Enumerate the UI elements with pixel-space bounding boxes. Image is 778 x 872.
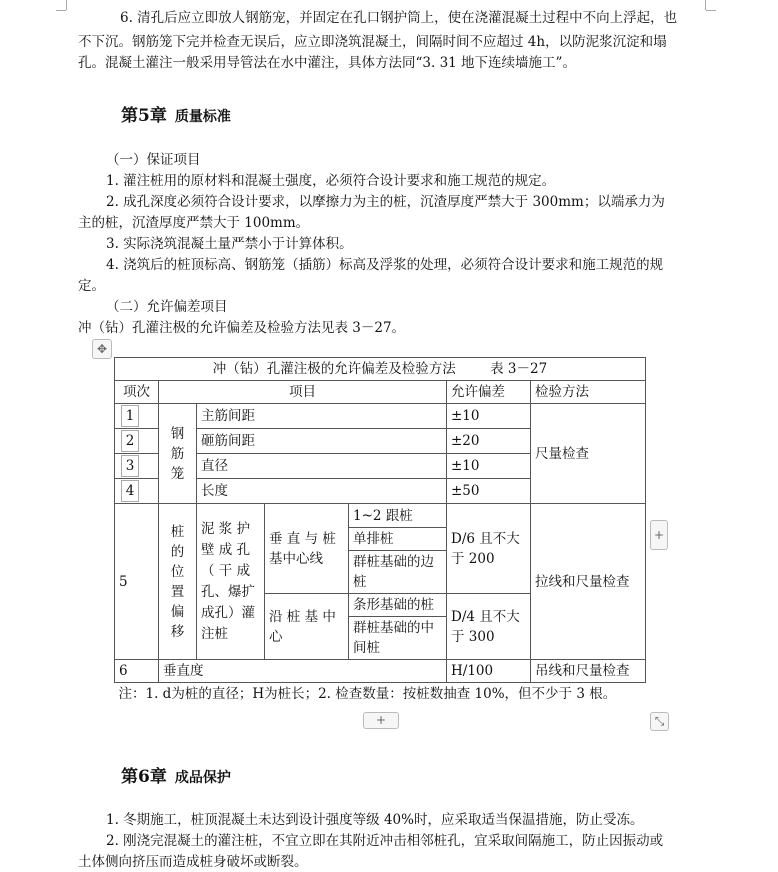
along-axis-label-line: 心	[269, 628, 283, 645]
para-4b: 定。	[78, 278, 105, 294]
row-5-no: 5	[115, 504, 159, 660]
perpendicular-label-cell	[265, 504, 349, 594]
row-6-method: 吊线和尺量检查	[531, 660, 646, 683]
intro-line-3: 孔。混凝土灌注一般采用导管法在水中灌注，具体方法同“3. 31 地下连续墙施工”。	[78, 55, 576, 71]
row-3-item: 直径	[197, 454, 447, 479]
row-1-item: 主筋间距	[197, 404, 447, 429]
pile-type-cell	[197, 504, 265, 660]
chapter-5-heading	[121, 101, 231, 126]
along-axis-label-line: 沿 桩 基 中	[269, 608, 336, 625]
table-note: 注：1. d为桩的直径；H为桩长；2. 检查数量：按桩数抽查 10%，但不少于 3 根。	[115, 683, 646, 706]
ch6-para-3: 土体侧向挤压而造成桩身破坏或断裂。	[78, 854, 308, 870]
row-2-item: 砸筋间距	[197, 429, 447, 454]
row-2-no: 2	[121, 430, 139, 452]
pile-type-line: 孔、爆扩	[201, 583, 255, 600]
row-3-no: 3	[121, 455, 139, 477]
section-guarantee: （一）保证项目	[106, 152, 201, 168]
pile-type-line: 壁 成 孔	[201, 541, 251, 558]
g2-item-1: 条形基础的桩	[349, 594, 447, 617]
para-3: 3. 实际浇筑混凝土量严禁小于计算体积。	[106, 236, 353, 252]
row-6-item: 垂直度	[159, 660, 447, 683]
para-2a: 2. 成孔深度必须符合设计要求，以摩擦力为主的桩，沉渣厚度严禁大于 300mm；以端承力为	[106, 194, 665, 210]
tolerance-table	[114, 357, 646, 705]
row-3-tol: ±10	[447, 454, 531, 479]
section-tolerance: （二）允许偏差项目	[106, 299, 228, 315]
header-tolerance: 允许偏差	[447, 381, 531, 404]
table-cell-no	[115, 479, 159, 504]
add-column-button[interactable]: +	[650, 520, 668, 550]
g1-item-1: 1~2 跟桩	[349, 504, 447, 528]
table-caption-cell	[115, 358, 646, 381]
row-4-tol: ±50	[447, 479, 531, 504]
row-5-method: 拉线和尺量检查	[531, 504, 646, 660]
g2-tolerance: D/4 且不大于 300	[447, 594, 531, 660]
position-label-cell	[159, 504, 197, 660]
table-cell-no	[115, 404, 159, 429]
g1-item-3: 群桩基础的边桩	[349, 551, 447, 594]
para-2b: 主的桩，沉渣厚度严禁大于 100mm。	[78, 215, 310, 231]
pile-type-line: 注桩	[201, 625, 228, 642]
row-6-tol: H/100	[447, 660, 531, 683]
header-no: 项次	[115, 381, 159, 404]
g1-tolerance: D/6 且不大于 200	[447, 504, 531, 594]
para-4a: 4. 浇筑后的桩顶标高、钢筋笼（插筋）标高及浮浆的处理，必须符合设计要求和施工规范的规	[106, 257, 664, 273]
table-cell-no	[115, 429, 159, 454]
g1-item-2: 单排桩	[349, 528, 447, 551]
chapter-5-title: 质量标准	[174, 109, 231, 125]
table-caption-number: 表 3－27	[490, 361, 548, 377]
chapter-6-title: 成品保护	[174, 770, 231, 786]
chapter-6-number: 第6章	[121, 767, 167, 787]
header-item: 项目	[159, 381, 447, 404]
along-axis-label-cell	[265, 594, 349, 660]
position-label-char: 置	[170, 583, 185, 600]
perpendicular-label-line: 基中心线	[269, 550, 323, 567]
crop-mark-top-left	[66, 0, 67, 10]
row-1-tol: ±10	[447, 404, 531, 429]
table-move-handle[interactable]: ✥	[92, 339, 112, 359]
cage-label-cell	[159, 404, 197, 504]
add-row-button[interactable]: +	[363, 712, 399, 729]
crop-mark-top-right-h	[706, 10, 716, 11]
g2-item-2: 群桩基础的中间桩	[349, 617, 447, 660]
crop-mark-top-right	[705, 0, 706, 10]
ch6-para-2: 2. 刚浇完混凝土的灌注桩，不宜立即在其附近冲击相邻桩孔，宜采取间隔施工，防止因振动或	[106, 833, 664, 849]
chapter-5-number: 第5章	[121, 106, 167, 126]
position-label-char: 移	[170, 623, 185, 640]
position-label-char: 偏	[170, 603, 185, 620]
table-reference: 冲（钻）孔灌注极的允许偏差及检验方法见表 3－27。	[78, 320, 406, 336]
table-caption: 冲（钻）孔灌注极的允许偏差及检验方法	[212, 361, 456, 377]
table-resize-handle[interactable]: ⤡	[650, 712, 669, 731]
position-label-char: 桩	[170, 523, 185, 540]
para-1: 1. 灌注桩用的原材料和混凝土强度，必须符合设计要求和施工规范的规定。	[106, 173, 556, 189]
intro-line-2: 不下沉。钢筋笼下完并检查无误后，应立即浇筑混凝土，间隔时间不应超过 4h，以防泥浆沉淀和塌	[78, 34, 667, 50]
row-4-no: 4	[121, 480, 139, 502]
position-label-char: 的	[170, 543, 185, 560]
position-label-char: 位	[170, 563, 185, 580]
cage-label-char: 钢	[170, 425, 185, 442]
cage-label-char: 笼	[170, 465, 185, 482]
row-4-item: 长度	[197, 479, 447, 504]
ch6-para-1: 1. 冬期施工，桩顶混凝土未达到设计强度等级 40%时，应采取适当保温措施，防止受冻。	[106, 812, 644, 828]
pile-type-line: （ 干 成	[201, 562, 251, 579]
crop-mark-top-left-h	[56, 10, 66, 11]
chapter-6-heading	[121, 762, 231, 787]
intro-line-1: 6. 清孔后应立即放人钢筋宠，并固定在孔口钢护筒上，使在浇灌混凝土过程中不向上浮起，也	[120, 10, 678, 26]
row-6-no: 6	[115, 660, 159, 683]
perpendicular-label-line: 垂 直 与 桩	[269, 530, 336, 547]
pile-type-line: 成孔）灌	[201, 604, 255, 621]
table-cell-no	[115, 454, 159, 479]
header-method: 检验方法	[531, 381, 646, 404]
row-2-tol: ±20	[447, 429, 531, 454]
cage-label-char: 筋	[170, 445, 185, 462]
pile-type-line: 泥 浆 护	[201, 520, 251, 537]
row-1-no: 1	[121, 405, 139, 427]
cage-method: 尺量检查	[531, 404, 646, 504]
